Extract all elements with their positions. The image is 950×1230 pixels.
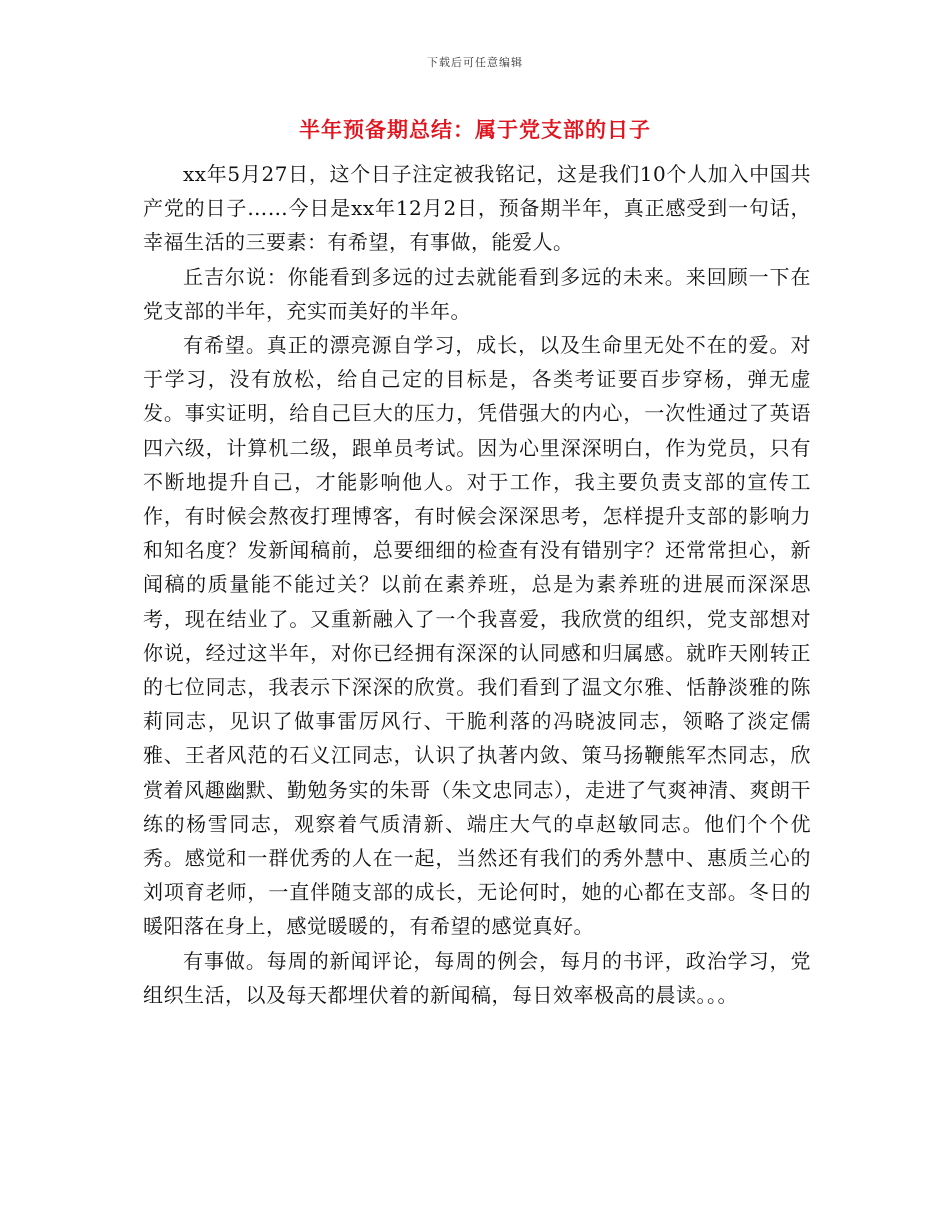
- header-note: 下载后可任意编辑: [427, 56, 523, 69]
- document-body: [143, 157, 811, 1012]
- document-title: 半年预备期总结：属于党支部的日子: [299, 117, 651, 142]
- paragraph-2: 丘吉尔说：你能看到多远的过去就能看到多远的未来。来回顾一下在党支部的半年，充实而美好的半年。: [143, 264, 811, 323]
- paragraph-3: 有希望。真正的漂亮源自学习，成长，以及生命里无处不在的爱。对于学习，没有放松，给自己定的目标是，各类考证要百步穿杨，弹无虚发。事实证明，给自己巨大的压力，凭借强大的内心，一次性通过了英语四六级，计算机二级，跟单员考试。因为心里深深明白，作为党员，只有不断地提升自己，才能影响他人。对于工作，我主要负责支部的宣传工作，有时候会熬夜打理博客，有时候会深深思考，怎样提升支部的影响力和知名度？发新闻稿前，总要细细的检查有没有错别字？还常常担心，新闻稿的质量能不能过关？以前在素养班，总是为素养班的进展而深深思考，现在结业了。又重新融入了一个我喜爱，我欣赏的组织，党支部想对你说，经过这半年，对你已经拥有深深的认同感和归属感。就昨天刚转正的七位同志，我表示下深深的欣赏。我们看到了温文尔雅、恬静淡雅的陈莉同志，见识了做事雷厉风行、干脆利落的冯晓波同志，领略了淡定儒雅、王者风范的石义江同志，认识了执著内敛、策马扬鞭熊军杰同志，欣赏着风趣幽默、勤勉务实的朱哥（朱文忠同志），走进了气爽神清、爽朗干练的杨雪同志，观察着气质清新、端庄大气的卓赵敏同志。他们个个优秀。感觉和一群优秀的人在一起，当然还有我们的秀外慧中、惠质兰心的刘项育老师，一直伴随支部的成长，无论何时，她的心都在支部。冬日的暖阳落在身上，感觉暖暖的，有希望的感觉真好。: [143, 333, 811, 939]
- paragraph-1: xx年5月27日，这个日子注定被我铭记，这是我们10个人加入中国共产党的日子……今日是xx年12月2日，预备期半年，真正感受到一句话，幸福生活的三要素：有希望，有事做，能爱人。: [143, 162, 811, 255]
- paragraph-4: 有事做。每周的新闻评论，每周的例会，每月的书评，政治学习，党组织生活，以及每天都埋伏着的新闻稿，每日效率极高的晨读。。。: [143, 948, 811, 1007]
